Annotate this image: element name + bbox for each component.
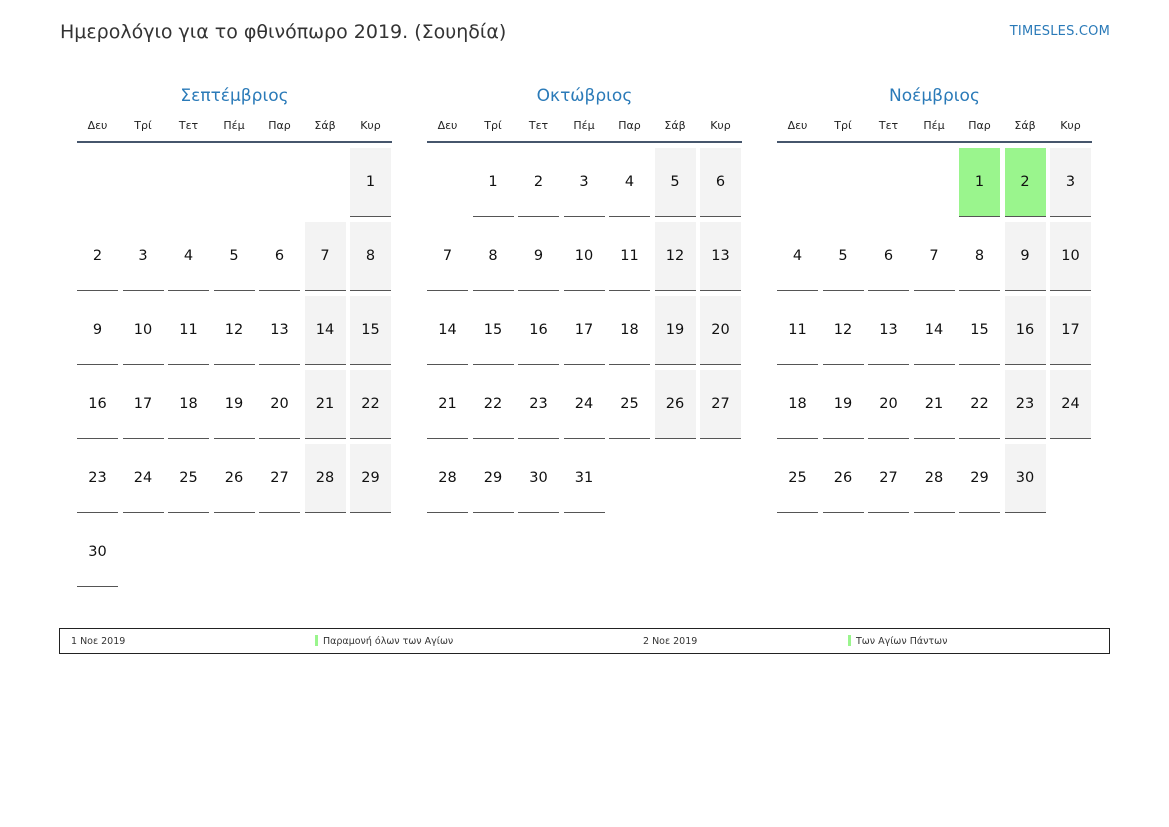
- day-cell: 5: [214, 222, 255, 291]
- day-cell: 23: [77, 444, 118, 513]
- day-cell: 7: [914, 222, 955, 291]
- day-cell: 29: [959, 444, 1000, 513]
- day-cell: 14: [305, 296, 346, 365]
- day-cell: 22: [959, 370, 1000, 439]
- day-cell: 10: [123, 296, 164, 365]
- weekday-label: Σάβ: [1014, 119, 1036, 132]
- site-link[interactable]: TIMESLES.COM: [1009, 24, 1110, 39]
- day-cell: 25: [777, 444, 818, 513]
- day-cell: 7: [305, 222, 346, 291]
- weekday-header: [427, 110, 742, 143]
- day-cell: 17: [123, 370, 164, 439]
- day-cell: 3: [564, 148, 605, 217]
- day-cell: 20: [259, 370, 300, 439]
- empty-cell: [914, 148, 955, 216]
- day-cell: 1: [350, 148, 391, 217]
- day-cell: 13: [700, 222, 741, 291]
- weekday-label: Δευ: [437, 119, 458, 132]
- day-cell: 10: [564, 222, 605, 291]
- legend-date: 1 Νοε 2019: [71, 636, 126, 647]
- day-cell: 27: [868, 444, 909, 513]
- empty-cell: [823, 148, 864, 216]
- day-cell: 21: [305, 370, 346, 439]
- month-title: Σεπτέμβριος: [180, 86, 289, 106]
- day-cell: 18: [168, 370, 209, 439]
- day-cell: 19: [655, 296, 696, 365]
- empty-cell: [259, 148, 300, 216]
- day-cell: 21: [914, 370, 955, 439]
- weekday-header: [777, 110, 1092, 143]
- day-cell: 6: [259, 222, 300, 291]
- day-cell: 5: [823, 222, 864, 291]
- weekday-label: Κυρ: [710, 119, 731, 132]
- day-cell: 29: [350, 444, 391, 513]
- day-cell: 30: [518, 444, 559, 513]
- weekday-label: Δευ: [87, 119, 108, 132]
- day-cell: 16: [1005, 296, 1046, 365]
- day-cell: 8: [350, 222, 391, 291]
- day-cell: 9: [1005, 222, 1046, 291]
- day-cell: 4: [609, 148, 650, 217]
- day-cell: 17: [564, 296, 605, 365]
- empty-cell: [427, 148, 468, 216]
- weekday-label: Παρ: [268, 119, 291, 132]
- day-cell: 20: [868, 370, 909, 439]
- day-cell: 15: [350, 296, 391, 365]
- day-cell: 10: [1050, 222, 1091, 291]
- month-september: [77, 83, 392, 587]
- day-cell: 15: [959, 296, 1000, 365]
- day-cell: 14: [914, 296, 955, 365]
- day-cell: 2: [77, 222, 118, 291]
- legend-date: 2 Νοε 2019: [643, 636, 698, 647]
- day-cell: 12: [214, 296, 255, 365]
- day-cell: 6: [868, 222, 909, 291]
- day-cell: 27: [259, 444, 300, 513]
- holiday-day-cell: 2: [1005, 148, 1046, 217]
- empty-cell: [777, 148, 818, 216]
- day-cell: 3: [1050, 148, 1091, 217]
- day-cell: 15: [473, 296, 514, 365]
- day-cell: 30: [77, 518, 118, 587]
- day-cell: 13: [868, 296, 909, 365]
- weekday-label: Πέμ: [573, 119, 595, 132]
- day-cell: 9: [77, 296, 118, 365]
- weekday-label: Σάβ: [314, 119, 336, 132]
- weekday-label: Τρί: [484, 119, 502, 132]
- holiday-marker: [848, 635, 851, 646]
- day-cell: 2: [518, 148, 559, 217]
- day-cell: 24: [564, 370, 605, 439]
- day-cell: 20: [700, 296, 741, 365]
- holiday-marker: [315, 635, 318, 646]
- empty-cell: [168, 148, 209, 216]
- day-cell: 9: [518, 222, 559, 291]
- day-cell: 22: [350, 370, 391, 439]
- day-grid: [77, 148, 392, 587]
- empty-cell: [305, 148, 346, 216]
- month-november: [777, 83, 1092, 513]
- day-cell: 26: [214, 444, 255, 513]
- day-cell: 24: [123, 444, 164, 513]
- weekday-label: Παρ: [968, 119, 991, 132]
- day-cell: 26: [823, 444, 864, 513]
- day-cell: 31: [564, 444, 605, 513]
- legend-holiday-name: Των Αγίων Πάντων: [856, 636, 948, 647]
- day-cell: 30: [1005, 444, 1046, 513]
- day-cell: 13: [259, 296, 300, 365]
- weekday-label: Τρί: [134, 119, 152, 132]
- weekday-label: Πέμ: [923, 119, 945, 132]
- weekday-label: Τετ: [878, 119, 899, 132]
- day-cell: 17: [1050, 296, 1091, 365]
- weekday-label: Τετ: [178, 119, 199, 132]
- day-cell: 4: [777, 222, 818, 291]
- day-cell: 7: [427, 222, 468, 291]
- day-cell: 19: [214, 370, 255, 439]
- weekday-label: Τετ: [528, 119, 549, 132]
- holiday-day-cell: 1: [959, 148, 1000, 217]
- weekday-label: Δευ: [787, 119, 808, 132]
- day-cell: 4: [168, 222, 209, 291]
- day-cell: 8: [959, 222, 1000, 291]
- day-cell: 21: [427, 370, 468, 439]
- day-cell: 25: [609, 370, 650, 439]
- day-cell: 12: [823, 296, 864, 365]
- day-cell: 11: [168, 296, 209, 365]
- day-cell: 28: [305, 444, 346, 513]
- day-cell: 29: [473, 444, 514, 513]
- day-cell: 16: [518, 296, 559, 365]
- day-cell: 11: [609, 222, 650, 291]
- weekday-label: Κυρ: [1060, 119, 1081, 132]
- month-title: Νοέμβριος: [889, 86, 980, 106]
- day-cell: 19: [823, 370, 864, 439]
- day-cell: 28: [427, 444, 468, 513]
- day-cell: 18: [777, 370, 818, 439]
- day-cell: 8: [473, 222, 514, 291]
- weekday-label: Τρί: [834, 119, 852, 132]
- weekday-label: Κυρ: [360, 119, 381, 132]
- day-cell: 27: [700, 370, 741, 439]
- day-cell: 16: [77, 370, 118, 439]
- page-title: Ημερολόγιο για το φθινόπωρο 2019. (Σουηδία): [60, 21, 507, 43]
- day-cell: 18: [609, 296, 650, 365]
- day-cell: 11: [777, 296, 818, 365]
- weekday-label: Σάβ: [664, 119, 686, 132]
- day-grid: [427, 148, 742, 513]
- day-cell: 14: [427, 296, 468, 365]
- day-cell: 5: [655, 148, 696, 217]
- day-cell: 6: [700, 148, 741, 217]
- month-title: Οκτώβριος: [536, 86, 633, 106]
- legend-holiday-name: Παραμονή όλων των Αγίων: [323, 636, 454, 647]
- empty-cell: [868, 148, 909, 216]
- day-cell: 1: [473, 148, 514, 217]
- day-cell: 23: [518, 370, 559, 439]
- day-cell: 12: [655, 222, 696, 291]
- empty-cell: [77, 148, 118, 216]
- day-cell: 28: [914, 444, 955, 513]
- weekday-header: [77, 110, 392, 143]
- empty-cell: [123, 148, 164, 216]
- holiday-legend: [59, 628, 1110, 654]
- day-cell: 3: [123, 222, 164, 291]
- empty-cell: [214, 148, 255, 216]
- day-cell: 25: [168, 444, 209, 513]
- day-cell: 23: [1005, 370, 1046, 439]
- day-cell: 26: [655, 370, 696, 439]
- day-grid: [777, 148, 1092, 513]
- month-october: [427, 83, 742, 513]
- day-cell: 22: [473, 370, 514, 439]
- day-cell: 24: [1050, 370, 1091, 439]
- weekday-label: Πέμ: [223, 119, 245, 132]
- weekday-label: Παρ: [618, 119, 641, 132]
